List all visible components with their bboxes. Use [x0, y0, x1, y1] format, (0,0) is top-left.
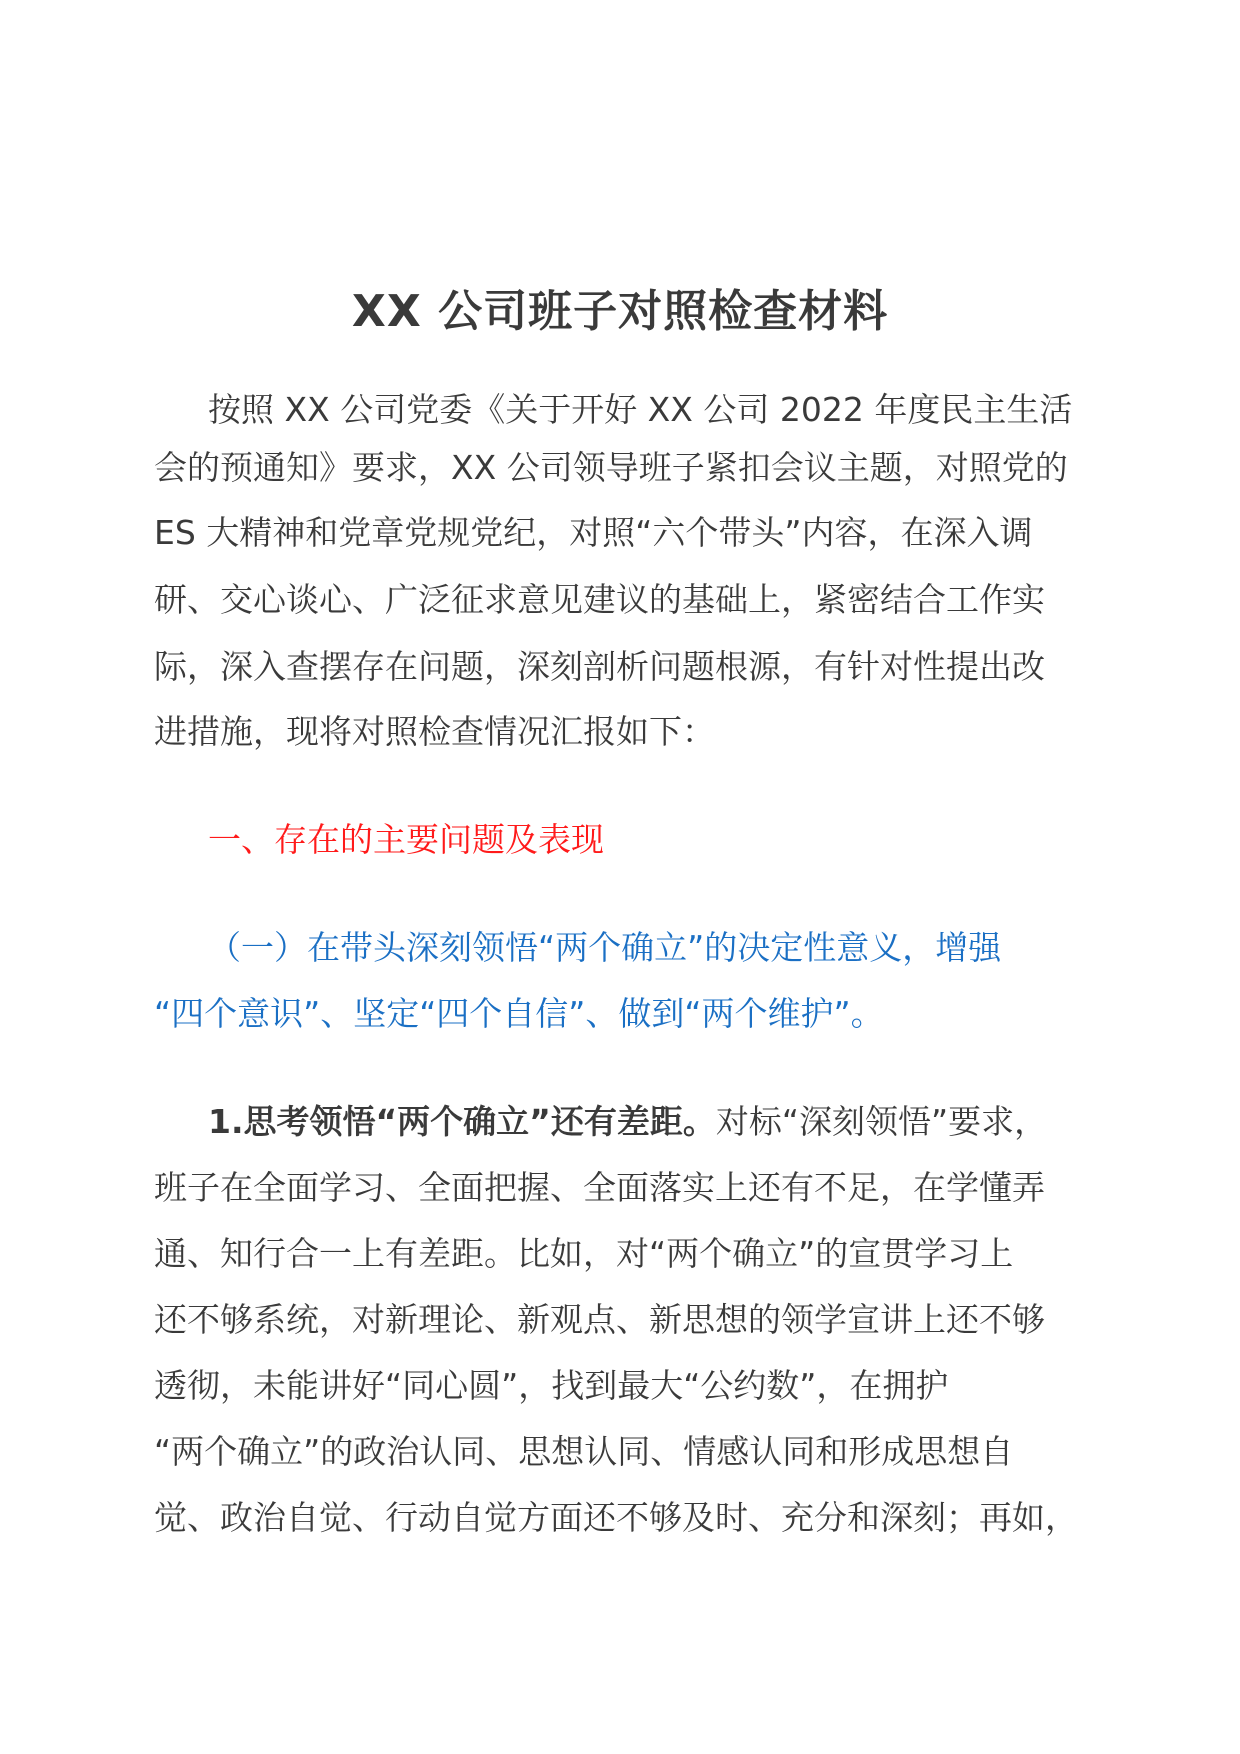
- point-1-line-5: 透彻，未能讲好“同心圆”，找到最大“公约数”，在拥护: [154, 1366, 949, 1405]
- intro-line-2: 会的预通知》要求，XX 公司领导班子紧扣会议主题，对照党的: [154, 448, 1068, 487]
- point-1-line-7: 觉、政治自觉、行动自觉方面还不够及时、充分和深刻；再如，: [154, 1498, 1078, 1537]
- point-1-line-4: 还不够系统，对新理论、新观点、新思想的领学宣讲上还不够: [154, 1300, 1045, 1339]
- intro-line-3: ES 大精神和党章党规党纪，对照“六个带头”内容，在深入调: [154, 513, 1033, 552]
- intro-line-4: 研、交心谈心、广泛征求意见建议的基础上，紧密结合工作实: [154, 580, 1045, 619]
- subsection-heading-line-2: “四个意识”、坚定“四个自信”、做到“两个维护”。: [154, 994, 884, 1033]
- point-1-heading: 1.思考领悟“两个确立”还有差距。: [208, 1102, 716, 1141]
- document-title: XX 公司班子对照检查材料: [351, 286, 889, 337]
- intro-line-1: 按照 XX 公司党委《关于开好 XX 公司 2022 年度民主生活: [208, 390, 1073, 429]
- section-heading: 一、存在的主要问题及表现: [208, 820, 604, 859]
- intro-line-6: 进措施，现将对照检查情况汇报如下：: [154, 712, 715, 751]
- point-1-line-3: 通、知行合一上有差距。比如，对“两个确立”的宣贯学习上: [154, 1234, 1014, 1273]
- point-1-line-6: “两个确立”的政治认同、思想认同、情感认同和形成思想自: [154, 1432, 1014, 1471]
- point-1-first-line-text: 对标“深刻领悟”要求，: [715, 1102, 1048, 1141]
- point-1-first-line: [208, 1098, 1047, 1146]
- intro-line-5: 际，深入查摆存在问题，深刻剖析问题根源，有针对性提出改: [154, 647, 1045, 686]
- point-1-line-2: 班子在全面学习、全面把握、全面落实上还有不足，在学懂弄: [154, 1168, 1045, 1207]
- subsection-heading-line-1: （一）在带头深刻领悟“两个确立”的决定性意义，增强: [208, 928, 1002, 967]
